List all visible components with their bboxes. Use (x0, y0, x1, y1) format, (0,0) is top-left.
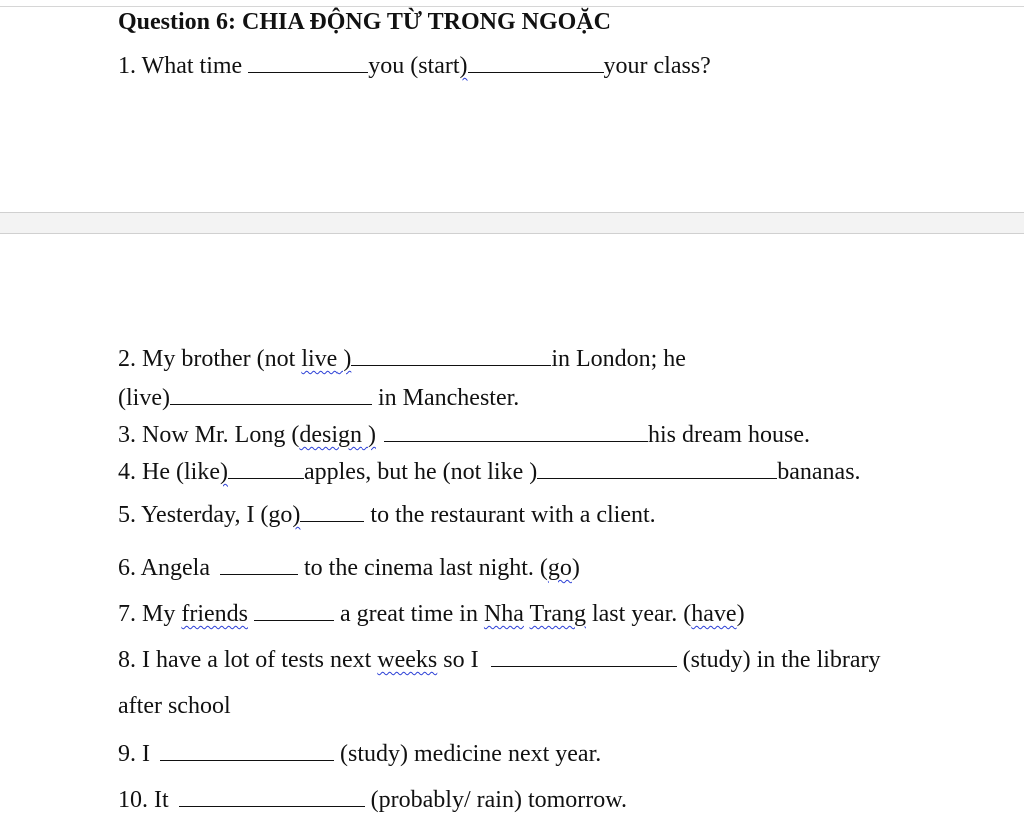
q8-blank (491, 646, 677, 667)
q1-blank-1 (248, 52, 368, 73)
exercise-10 (118, 786, 627, 814)
q4-blank-2 (537, 458, 777, 479)
q6-proofing-go: go (547, 555, 572, 581)
q6-text-d: ) (571, 555, 580, 581)
q3-blank (384, 421, 648, 442)
q9-text-a: 9. I (118, 741, 156, 767)
q4-blank-1 (228, 458, 304, 479)
q2-proofing-paren: ) (337, 346, 352, 372)
q10-text-a: 10. It (118, 787, 175, 813)
q7-text-c: a great time in (334, 601, 484, 627)
exercise-4 (118, 458, 861, 486)
q6-text-b: to the cinema last night. ( (297, 555, 548, 581)
exercise-2-continued (118, 384, 519, 412)
exercise-9 (118, 740, 601, 768)
q8-text-a: 8. I have a lot of tests next (118, 647, 378, 673)
exercise-8 (118, 646, 881, 674)
page-top-edge (0, 6, 1024, 7)
q2-text-d: in London; he (551, 346, 686, 372)
q2-blank-1 (351, 345, 551, 366)
q1-text-b: you (start (368, 53, 460, 79)
q2-text-a: 2. My brother (not (118, 346, 302, 372)
q4-proofing-mark: ) (219, 459, 228, 485)
q10-text-b: (probably/ rain) tomorrow. (364, 787, 628, 813)
q8b-text-a: after school (118, 693, 231, 719)
q8-text-d: (study) in the library (676, 647, 881, 673)
q1-proofing-mark: ) (459, 53, 468, 79)
exercise-3 (118, 421, 810, 449)
q2b-text-b: in Manchester. (371, 385, 520, 411)
q1-blank-2 (468, 52, 604, 73)
q6-text-a: 6. Angela (118, 555, 216, 581)
q3-text-d: his dream house. (648, 422, 810, 448)
exercise-6 (118, 554, 580, 582)
q3-proofing-design: design (299, 422, 362, 448)
q7-proofing-nha: Nha (483, 601, 524, 627)
q7-text-f: last year. ( (585, 601, 692, 627)
exercise-5 (118, 501, 656, 529)
q9-text-b: (study) medicine next year. (334, 741, 602, 767)
q6-blank (220, 554, 298, 575)
exercise-1 (118, 52, 711, 80)
q7-proofing-friends: friends (181, 601, 248, 627)
q7-blank (254, 600, 334, 621)
q9-blank (160, 740, 334, 761)
q7-proofing-have: have (691, 601, 737, 627)
q1-text-a: 1. What time (118, 53, 249, 79)
q5-blank (300, 501, 364, 522)
question-title-text: Question 6: CHIA ĐỘNG TỪ TRONG NGOẶC (118, 9, 611, 35)
q8-proofing-weeks: weeks (377, 647, 438, 673)
q5-proofing-mark: ) (292, 502, 301, 528)
q4-text-a: 4. He (like (118, 459, 220, 485)
q2b-text-a: (live) (118, 385, 170, 411)
q2-proofing-live: live (301, 346, 338, 372)
q4-text-d: bananas. (777, 459, 861, 485)
q4-text-c: apples, but he (not like ) (303, 459, 538, 485)
page-break (0, 212, 1024, 234)
q8-text-c: so I (437, 647, 485, 673)
q2-blank-2 (170, 384, 372, 405)
exercise-2 (118, 345, 686, 373)
q5-text-a: 5. Yesterday, I (go (118, 502, 293, 528)
q7-proofing-trang: Trang (529, 601, 586, 627)
q5-text-c: to the restaurant with a client. (364, 502, 656, 528)
q10-blank (179, 786, 365, 807)
q7-text-h: ) (736, 601, 745, 627)
q3-text-a: 3. Now Mr. Long ( (118, 422, 300, 448)
q3-proofing-paren: ) (362, 422, 376, 448)
q7-text-a: 7. My (118, 601, 182, 627)
question-title (118, 8, 611, 36)
exercise-8-continued (118, 692, 231, 720)
q1-text-d: your class? (603, 53, 711, 79)
exercise-7 (118, 600, 745, 628)
